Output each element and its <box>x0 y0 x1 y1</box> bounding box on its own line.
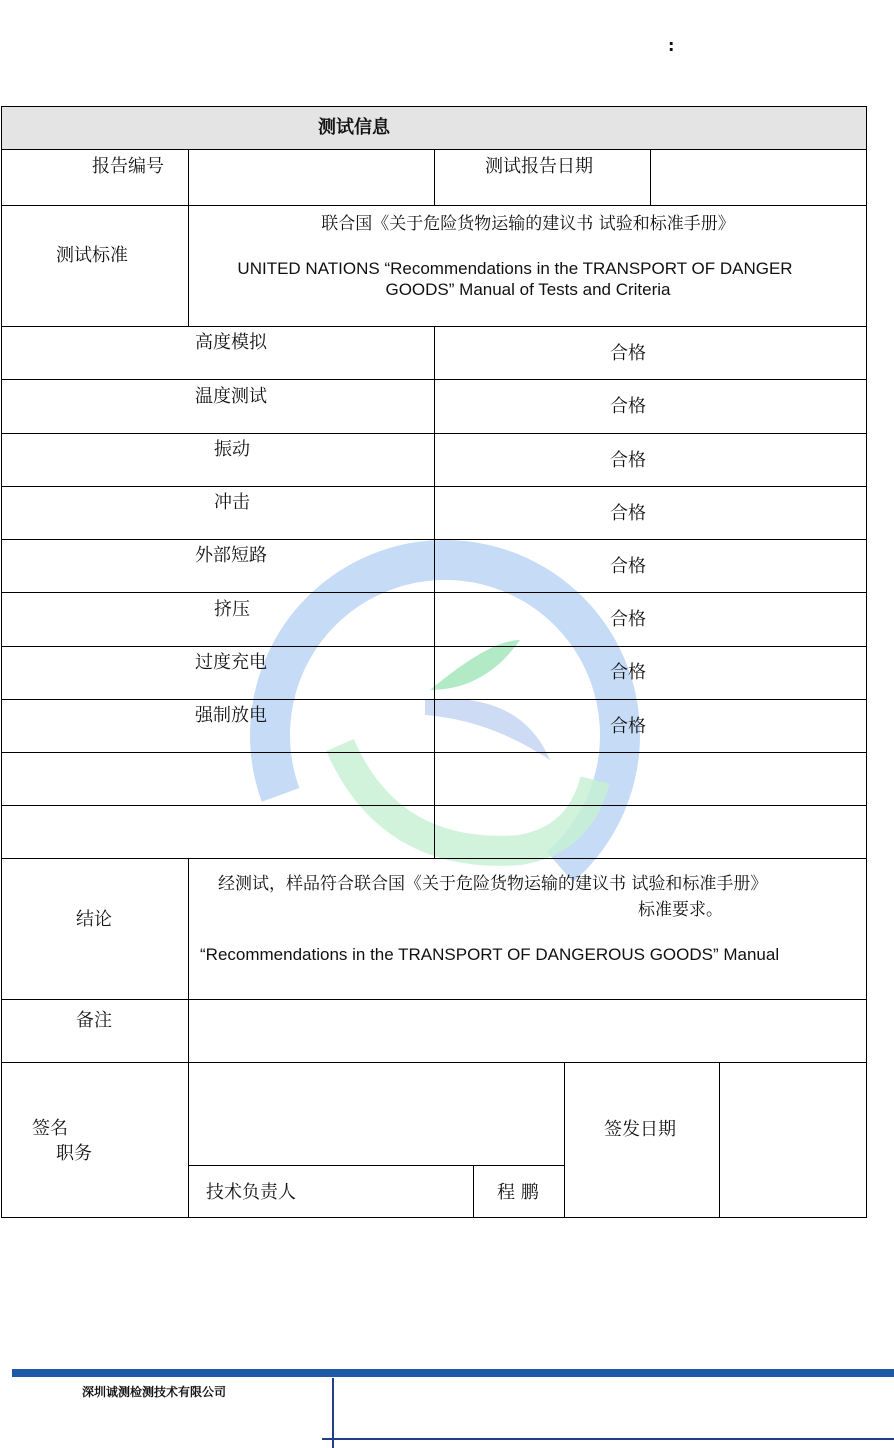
test-name: 外部短路 <box>195 545 267 566</box>
test-result: 合格 <box>610 450 646 471</box>
issue-date-label: 签发日期 <box>604 1119 676 1140</box>
test-name: 过度充电 <box>195 652 267 673</box>
test-standard-label: 测试标准 <box>56 245 128 266</box>
header-mark: : <box>668 36 675 55</box>
test-name: 温度测试 <box>195 386 267 407</box>
signer-role: 技术负责人 <box>206 1182 296 1203</box>
test-name: 冲击 <box>214 492 250 513</box>
footer-rule <box>322 1438 894 1440</box>
test-result: 合格 <box>610 716 646 737</box>
report-number-label: 报告编号 <box>92 156 164 177</box>
test-name: 强制放电 <box>195 705 267 726</box>
footer-bar <box>12 1369 894 1377</box>
test-result: 合格 <box>610 343 646 364</box>
footer-company-name: 深圳诚测检测技术有限公司 <box>82 1385 227 1399</box>
conclusion-line2: 标准要求。 <box>638 900 723 920</box>
remarks-label: 备注 <box>76 1010 112 1031</box>
test-result: 合格 <box>610 662 646 683</box>
test-result: 合格 <box>610 609 646 630</box>
conclusion-label: 结论 <box>76 909 112 930</box>
test-standard-en-line2: GOODS” Manual of Tests and Criteria <box>385 280 671 299</box>
test-result: 合格 <box>610 556 646 577</box>
conclusion-line1: 经测试，样品符合联合国《关于危险货物运输的建议书 试验和标准手册》 <box>218 874 768 894</box>
test-standard-en-line1: UNITED NATIONS “Recommendations in the TRANSPORT OF DANGER <box>237 259 793 278</box>
test-result: 合格 <box>610 503 646 524</box>
position-label: 职务 <box>56 1143 92 1164</box>
signature-label: 签名 <box>32 1118 68 1139</box>
section-title: 测试信息 <box>318 117 390 138</box>
test-name: 振动 <box>214 439 250 460</box>
test-name: 高度模拟 <box>195 332 267 353</box>
signer-name: 程 鹏 <box>497 1182 539 1203</box>
test-result: 合格 <box>610 396 646 417</box>
report-date-label: 测试报告日期 <box>485 156 593 177</box>
test-standard-zh: 联合国《关于危险货物运输的建议书 试验和标准手册》 <box>321 214 735 234</box>
conclusion-line3: “Recommendations in the TRANSPORT OF DANGEROUS GOODS” Manual <box>200 945 780 964</box>
test-name: 挤压 <box>214 599 250 620</box>
